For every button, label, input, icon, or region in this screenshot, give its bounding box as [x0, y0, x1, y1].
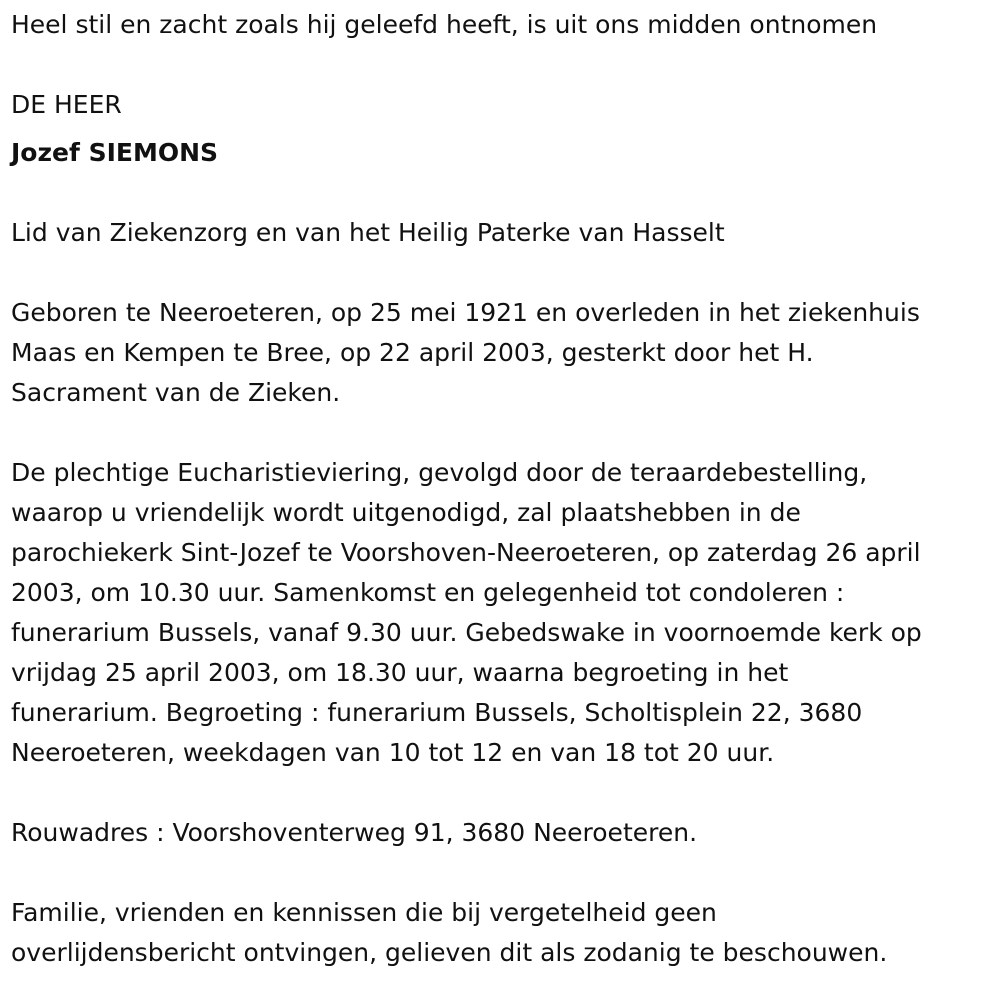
spacer: [11, 853, 996, 893]
paragraph-line: Familie, vrienden en kennissen die bij vergetelheid geen: [11, 898, 717, 927]
paragraph-line: Maas en Kempen te Bree, op 22 april 2003, gesterkt door het H.: [11, 338, 814, 367]
mourning-address: Rouwadres : Voorshoventerweg 91, 3680 Neeroeteren.: [11, 818, 698, 847]
paragraph-line: De plechtige Eucharistieviering, gevolgd door de teraardebestelling,: [11, 458, 868, 487]
deceased-name: Jozef SIEMONS: [11, 138, 219, 167]
spacer: [11, 253, 996, 293]
opening-line: Heel stil en zacht zoals hij geleefd heeft, is uit ons midden ontnomen: [11, 10, 878, 39]
paragraph-line: funerarium Bussels, vanaf 9.30 uur. Gebedswake in voornoemde kerk op: [11, 618, 922, 647]
ceremony-paragraph: [11, 453, 996, 773]
paragraph-line: vrijdag 25 april 2003, om 18.30 uur, waarna begroeting in het: [11, 658, 789, 687]
spacer: [11, 413, 996, 453]
paragraph-line: 2003, om 10.30 uur. Samenkomst en gelegenheid tot condoleren :: [11, 578, 845, 607]
spacer: [11, 773, 996, 813]
membership-line: Lid van Ziekenzorg en van het Heilig Paterke van Hasselt: [11, 218, 725, 247]
spacer: [11, 45, 996, 85]
paragraph-line: overlijdensbericht ontvingen, gelieven dit als zodanig te beschouwen.: [11, 938, 888, 967]
paragraph-line: waarop u vriendelijk wordt uitgenodigd, zal plaatshebben in de: [11, 498, 801, 527]
paragraph-line: Sacrament van de Zieken.: [11, 378, 341, 407]
paragraph-line: Geboren te Neeroeteren, op 25 mei 1921 en overleden in het ziekenhuis: [11, 298, 920, 327]
obituary-notice: [11, 0, 996, 973]
honorific-title: DE HEER: [11, 90, 122, 119]
spacer: [11, 173, 996, 213]
birth-death-paragraph: [11, 293, 996, 413]
paragraph-line: Neeroeteren, weekdagen van 10 tot 12 en van 18 tot 20 uur.: [11, 738, 775, 767]
paragraph-line: parochiekerk Sint-Jozef te Voorshoven-Neeroeteren, op zaterdag 26 april: [11, 538, 921, 567]
closing-paragraph: [11, 893, 996, 973]
paragraph-line: funerarium. Begroeting : funerarium Bussels, Scholtisplein 22, 3680: [11, 698, 863, 727]
